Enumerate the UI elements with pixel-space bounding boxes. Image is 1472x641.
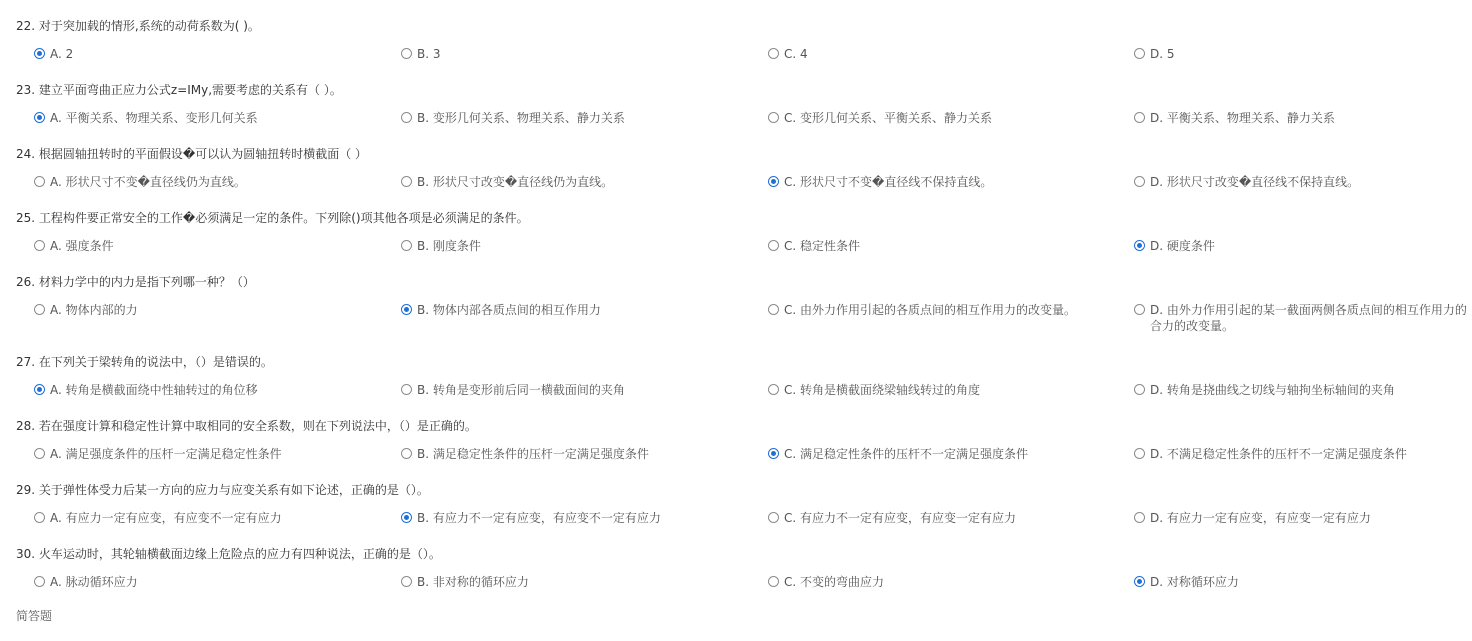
radio-button[interactable] [34, 112, 45, 123]
option-label: B. 非对称的循环应力 [417, 575, 529, 589]
option-b[interactable] [401, 238, 741, 254]
option-label: A. 转角是横截面绕中性轴转过的角位移 [50, 383, 258, 397]
option-d[interactable] [1134, 110, 1472, 126]
radio-button[interactable] [401, 448, 412, 459]
option-label: A. 物体内部的力 [50, 303, 138, 317]
option-b[interactable] [401, 510, 741, 526]
option-label: C. 由外力作用引起的各质点间的相互作用力的改变量。 [784, 303, 1077, 317]
section-title-short-answer: 简答题 [16, 609, 53, 623]
option-label: A. 2 [50, 47, 74, 61]
option-a[interactable] [34, 302, 374, 318]
radio-button[interactable] [1134, 112, 1145, 123]
option-c[interactable] [768, 174, 1108, 190]
option-label: D. 转角是挠曲线之切线与轴拘坐标轴间的夹角 [1150, 383, 1395, 397]
option-label: C. 转角是横截面绕梁轴线转过的角度 [784, 383, 981, 397]
question-stem: 22. 对于突加载的情形,系统的动荷系数为( )。 [16, 19, 260, 33]
option-c[interactable] [768, 46, 1108, 62]
option-label: D. 对称循环应力 [1150, 575, 1239, 589]
option-a[interactable] [34, 382, 374, 398]
option-c[interactable] [768, 382, 1108, 398]
radio-button[interactable] [768, 384, 779, 395]
option-label: D. 硬度条件 [1150, 239, 1215, 253]
radio-button[interactable] [768, 112, 779, 123]
question-stem: 29. 关于弹性体受力后某一方向的应力与应变关系有如下论述，正确的是（）。 [16, 483, 429, 497]
option-label: A. 强度条件 [50, 239, 114, 253]
radio-button[interactable] [34, 48, 45, 59]
question-stem: 24. 根据圆轴扭转时的平面假设�可以认为圆轴扭转时横截面（ ） [16, 147, 368, 161]
option-b[interactable] [401, 46, 741, 62]
option-label: B. 物体内部各质点间的相互作用力 [417, 303, 601, 317]
question-stem: 23. 建立平面弯曲正应力公式z=IMy,需要考虑的关系有（ ）。 [16, 83, 342, 97]
option-b[interactable] [401, 574, 741, 590]
radio-button[interactable] [401, 512, 412, 523]
option-d[interactable] [1134, 302, 1472, 334]
option-label: C. 有应力不一定有应变，有应变一定有应力 [784, 511, 1017, 525]
radio-button[interactable] [768, 576, 779, 587]
radio-button[interactable] [1134, 176, 1145, 187]
radio-button[interactable] [401, 304, 412, 315]
option-label: D. 由外力作用引起的某一截面两侧各质点间的相互作用力的合力的改变量。 [1150, 303, 1467, 333]
option-label: C. 4 [784, 47, 808, 61]
radio-button[interactable] [401, 576, 412, 587]
radio-button[interactable] [34, 512, 45, 523]
option-label: C. 稳定性条件 [784, 239, 861, 253]
option-b[interactable] [401, 382, 741, 398]
option-label: A. 平衡关系、物理关系、变形几何关系 [50, 111, 258, 125]
option-label: B. 变形几何关系、物理关系、静力关系 [417, 111, 625, 125]
option-label: C. 不变的弯曲应力 [784, 575, 885, 589]
option-b[interactable] [401, 110, 741, 126]
radio-button[interactable] [401, 112, 412, 123]
radio-button[interactable] [1134, 576, 1145, 587]
radio-button[interactable] [1134, 240, 1145, 251]
option-label: B. 刚度条件 [417, 239, 481, 253]
option-label: A. 脉动循环应力 [50, 575, 138, 589]
option-d[interactable] [1134, 238, 1472, 254]
radio-button[interactable] [34, 384, 45, 395]
option-d[interactable] [1134, 46, 1472, 62]
option-label: A. 满足强度条件的压杆一定满足稳定性条件 [50, 447, 282, 461]
radio-button[interactable] [34, 240, 45, 251]
option-d[interactable] [1134, 574, 1472, 590]
option-label: B. 形状尺寸改变�直径线仍为直线。 [417, 175, 614, 189]
option-c[interactable] [768, 446, 1108, 462]
radio-button[interactable] [1134, 512, 1145, 523]
question-stem: 30. 火车运动时，其轮轴横截面边缘上危险点的应力有四种说法，正确的是（）。 [16, 547, 441, 561]
option-label: B. 满足稳定性条件的压杆一定满足强度条件 [417, 447, 649, 461]
option-label: D. 有应力一定有应变，有应变一定有应力 [1150, 511, 1371, 525]
radio-button[interactable] [34, 576, 45, 587]
option-d[interactable] [1134, 382, 1472, 398]
option-d[interactable] [1134, 446, 1472, 462]
option-b[interactable] [401, 446, 741, 462]
option-label: C. 变形几何关系、平衡关系、静力关系 [784, 111, 993, 125]
option-label: D. 平衡关系、物理关系、静力关系 [1150, 111, 1335, 125]
option-label: B. 3 [417, 47, 441, 61]
option-label: C. 满足稳定性条件的压杆不一定满足强度条件 [784, 447, 1029, 461]
option-a[interactable] [34, 174, 374, 190]
radio-button[interactable] [401, 240, 412, 251]
radio-button[interactable] [768, 48, 779, 59]
question-stem: 27. 在下列关于梁转角的说法中，（）是错误的。 [16, 355, 273, 369]
option-label: A. 形状尺寸不变�直径线仍为直线。 [50, 175, 246, 189]
radio-button[interactable] [34, 176, 45, 187]
option-a[interactable] [34, 110, 374, 126]
option-c[interactable] [768, 302, 1108, 318]
radio-button[interactable] [1134, 448, 1145, 459]
option-label: C. 形状尺寸不变�直径线不保持直线。 [784, 175, 993, 189]
option-a[interactable] [34, 510, 374, 526]
question-stem: 25. 工程构件要正常安全的工作�必须满足一定的条件。下列除()项其他各项是必须满足的条件。 [16, 211, 529, 225]
option-b[interactable] [401, 302, 741, 318]
option-c[interactable] [768, 510, 1108, 526]
option-a[interactable] [34, 238, 374, 254]
option-c[interactable] [768, 574, 1108, 590]
radio-button[interactable] [34, 304, 45, 315]
radio-button[interactable] [1134, 48, 1145, 59]
radio-button[interactable] [768, 448, 779, 459]
radio-button[interactable] [34, 448, 45, 459]
option-label: D. 不满足稳定性条件的压杆不一定满足强度条件 [1150, 447, 1407, 461]
radio-button[interactable] [768, 240, 779, 251]
radio-button[interactable] [768, 304, 779, 315]
option-c[interactable] [768, 238, 1108, 254]
option-label: B. 有应力不一定有应变，有应变不一定有应力 [417, 511, 661, 525]
option-c[interactable] [768, 110, 1108, 126]
option-label: A. 有应力一定有应变，有应变不一定有应力 [50, 511, 282, 525]
option-label: B. 转角是变形前后同一横截面间的夹角 [417, 383, 625, 397]
radio-button[interactable] [1134, 384, 1145, 395]
question-stem: 26. 材料力学中的内力是指下列哪一种？（） [16, 275, 255, 289]
radio-button[interactable] [1134, 304, 1145, 315]
option-a[interactable] [34, 46, 374, 62]
option-label: D. 5 [1150, 47, 1175, 61]
radio-button[interactable] [401, 384, 412, 395]
option-b[interactable] [401, 174, 741, 190]
option-d[interactable] [1134, 510, 1472, 526]
radio-button[interactable] [768, 512, 779, 523]
option-label: D. 形状尺寸改变�直径线不保持直线。 [1150, 175, 1360, 189]
question-stem: 28. 若在强度计算和稳定性计算中取相同的安全系数，则在下列说法中，（）是正确的。 [16, 419, 477, 433]
option-d[interactable] [1134, 174, 1472, 190]
radio-button[interactable] [401, 176, 412, 187]
option-a[interactable] [34, 446, 374, 462]
option-a[interactable] [34, 574, 374, 590]
radio-button[interactable] [401, 48, 412, 59]
radio-button[interactable] [768, 176, 779, 187]
